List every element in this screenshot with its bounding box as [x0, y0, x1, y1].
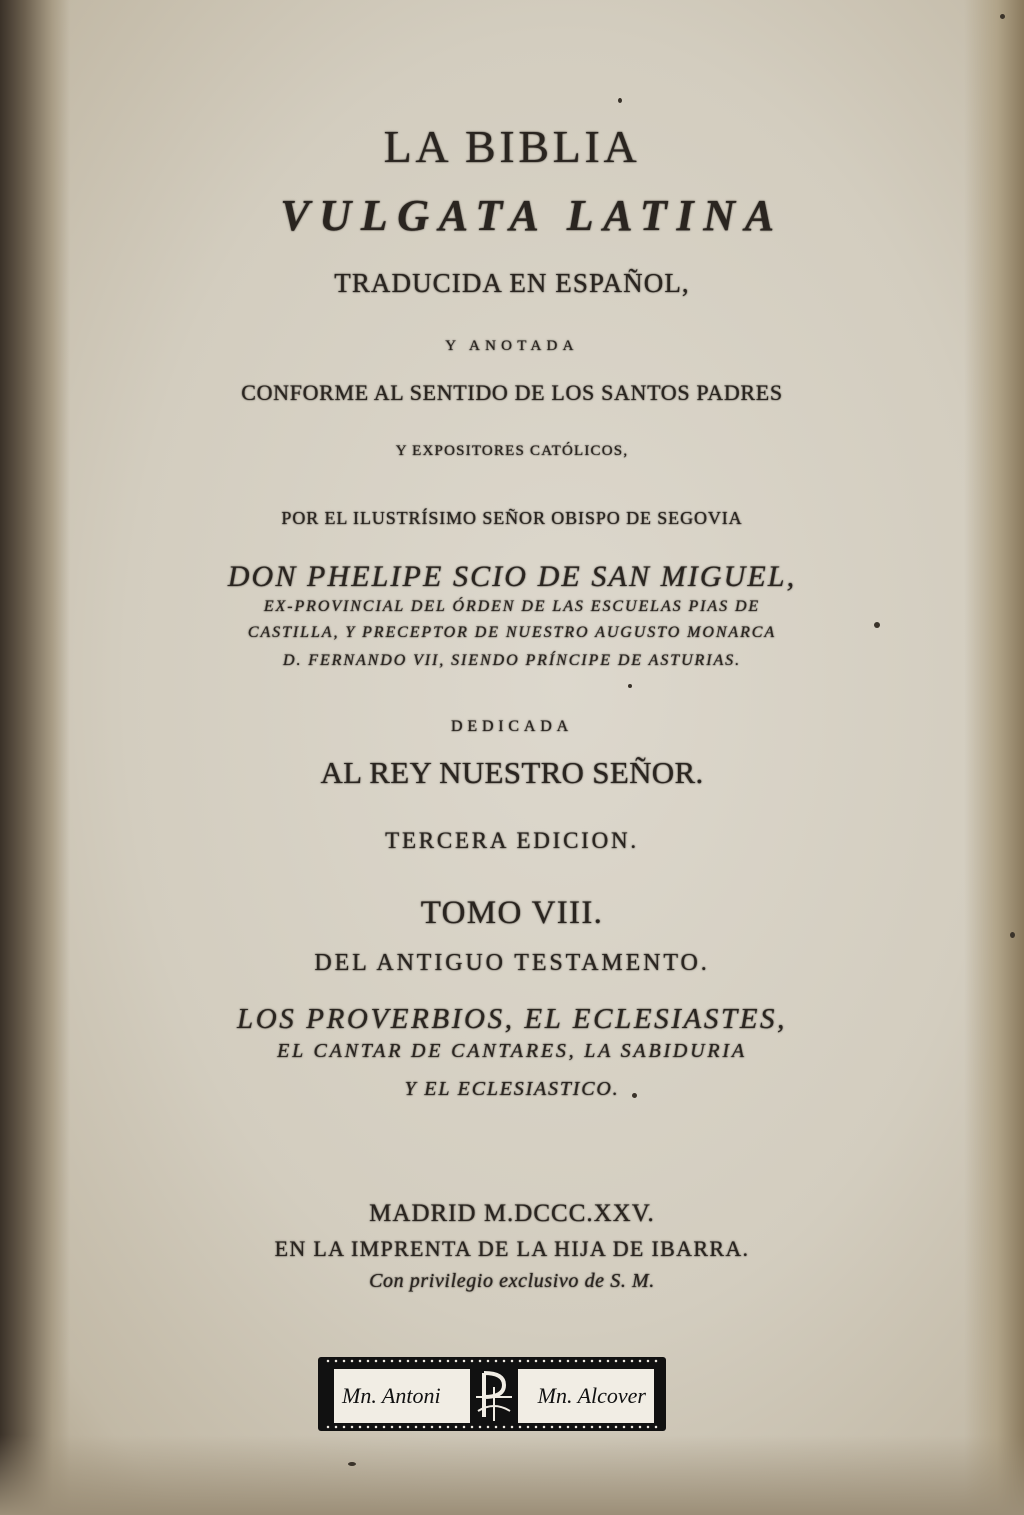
stamp-right-text: Mn. Alcover: [537, 1383, 646, 1408]
contents-line-2: EL CANTAR DE CANTARES, LA SABIDURIA: [277, 1040, 747, 1062]
testament-line: DEL ANTIGUO TESTAMENTO.: [314, 950, 710, 976]
edition: TERCERA EDICION.: [385, 828, 639, 853]
page-bottom-stain: [0, 1435, 1024, 1515]
conforming-line: CONFORME AL SENTIDO DE LOS SANTOS PADRES: [241, 380, 783, 405]
imprint-printer: EN LA IMPRENTA DE LA HIJA DE IBARRA.: [274, 1236, 750, 1261]
author-role-line-2: CASTILLA, Y PRECEPTOR DE NUESTRO AUGUSTO MONARCA: [247, 624, 777, 641]
book-title: LA BIBLIA: [383, 121, 641, 172]
contents-line-3: Y EL ECLESIASTICO.: [404, 1078, 620, 1100]
imprint-privilege: Con privilegio exclusivo de S. M.: [369, 1270, 655, 1292]
annotated-line: Y ANOTADA: [445, 338, 579, 354]
contents-line-1: LOS PROVERBIOS, EL ECLESIASTES,: [237, 1003, 787, 1035]
author-intro-line: POR EL ILUSTRÍSIMO SEÑOR OBISPO DE SEGOVIA: [281, 508, 743, 528]
dedicatee: AL REY NUESTRO SEÑOR.: [320, 755, 704, 790]
author-role-line-3: D. FERNANDO VII, SIENDO PRÍNCIPE DE ASTURIAS.: [282, 652, 742, 669]
imprint-place-date: MADRID M.DCCC.XXV.: [369, 1200, 655, 1227]
stamp-left-text: Mn. Antoni: [342, 1383, 441, 1408]
dedication-label: DEDICADA: [451, 718, 573, 735]
stamp-label-area: [332, 1367, 656, 1425]
stamp-border-dots: [324, 1359, 660, 1363]
author-role-line-1: EX-PROVINCIAL DEL ÓRDEN DE LAS ESCUELAS PIAS DE: [263, 598, 761, 615]
author-name: DON PHELIPE SCIO DE SAN MIGUEL,: [227, 560, 797, 593]
stamp-monogram-icon: [470, 1367, 518, 1423]
book-subtitle: VULGATA LATINA: [280, 191, 784, 240]
owner-stamp: [318, 1357, 666, 1431]
translated-line: TRADUCIDA EN ESPAÑOL,: [334, 268, 690, 298]
expositors-line: Y EXPOSITORES CATÓLICOS,: [395, 443, 629, 459]
volume-number: TOMO VIII.: [420, 895, 604, 931]
stamp-border-dots: [324, 1425, 660, 1429]
